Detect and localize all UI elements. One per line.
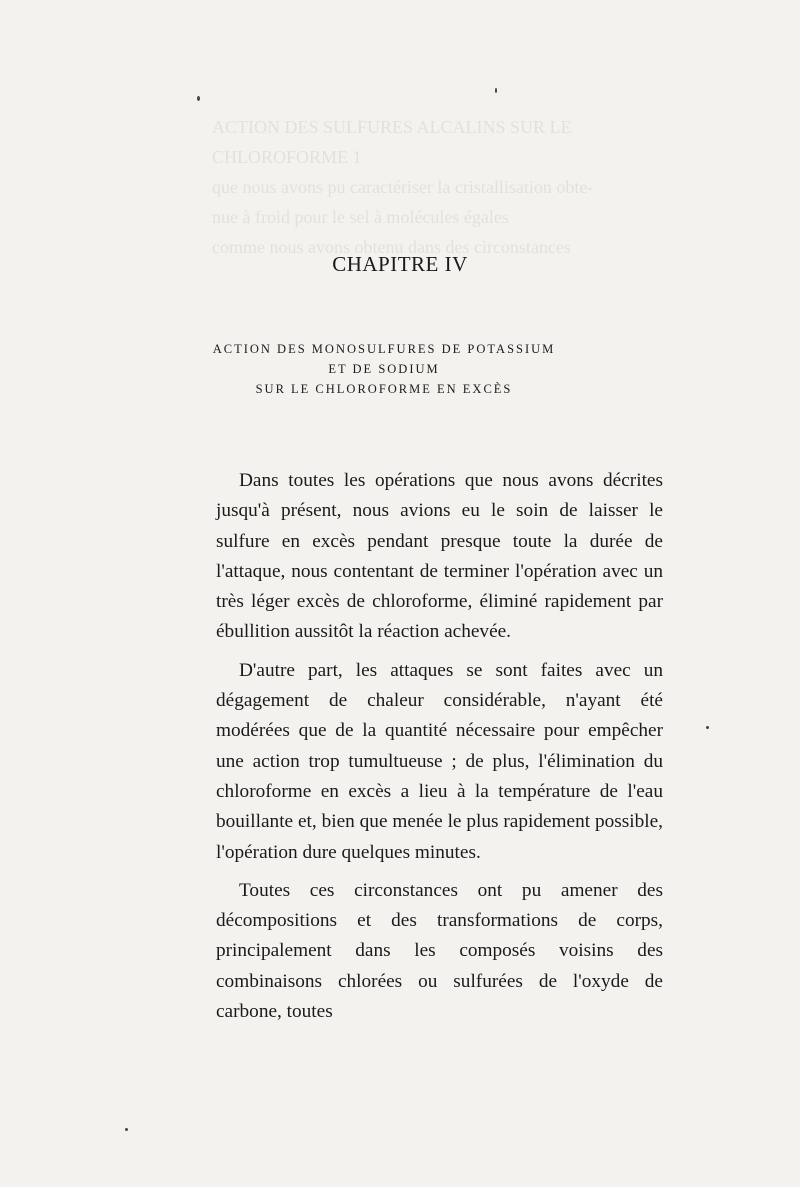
chapter-subtitle-line-2: ET DE SODIUM [328,362,440,376]
paragraph-1: Dans toutes les opérations que nous avons décrites jusqu'à présent, nous avions eu le soin de laisser le sulfure en excès pendant presque toute la durée de l'attaque, nous contentant de terminer l'opération avec un très léger excès de chloroforme, éliminé rapidement par ébullition aussitôt la réaction achevée. [216,470,663,643]
stray-mark [197,96,200,101]
chapter-subtitle-line-1: ACTION DES MONOSULFURES DE POTASSIUM [212,342,556,356]
stray-mark [495,88,497,93]
stray-mark [125,1128,128,1131]
show-through-texture: ACTION DES SULFURES ALCALINS SUR LE CHLOROFORME 1 que nous avons pu caractériser la cristallisation obte- nue à froid pour le sel à molécules égales comme nous avons obtenu dans des circonstances [212,117,594,257]
chapter-title: CHAPITRE IV [332,252,468,276]
stray-mark [706,726,709,729]
paragraph-3: Toutes ces circonstances ont pu amener des décompositions et des transformations de corps, principalement dans les composés voisins des combinaisons chlorées ou sulfurées de l'oxyde de carbone, toutes [216,879,663,1023]
body-text [216,466,663,1035]
paragraph-2: D'autre part, les attaques se sont faites avec un dégagement de chaleur considérable, n'ayant été modérées que de la quantité nécessaire pour empêcher une action trop tumultueuse ; de plus, l'élimination du chloroforme en excès a lieu à la température de l'eau bouillante et, bien que menée le plus rapidement possible, l'opération dure quelques minutes. [216,659,663,863]
chapter-subtitle-line-3: SUR LE CHLOROFORME EN EXCÈS [255,382,513,396]
